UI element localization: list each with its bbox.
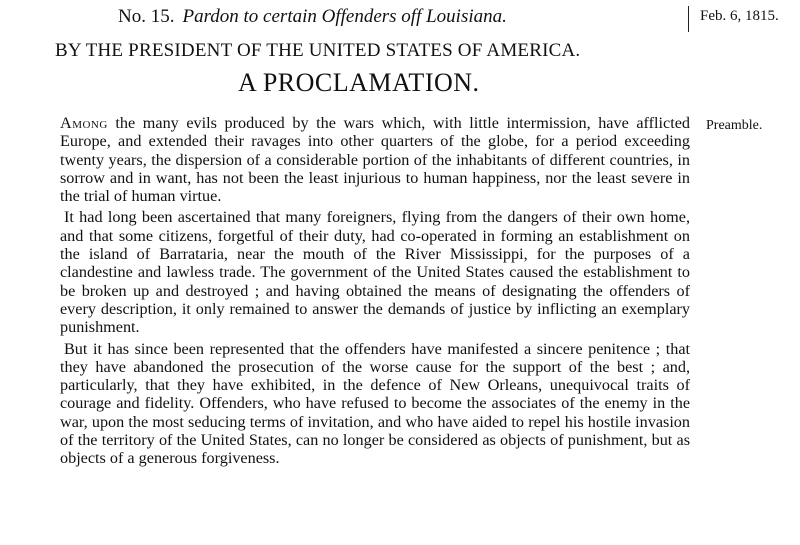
paragraph-3: But it has since been represented that the offenders have manifested a sincere penitence ; that they have abandoned the prosecution of the worse cause for the support of the best ; and, particularly, that they have exhibited, in the defence of New Orleans, unequivocal traits of courage and fidelity. Offenders, who have refused to become the associates of the enemy in the war, upon the most seducing terms of invitation, and who have aided to repel his hostile invasion of the territory of the United States, can no longer be considered as objects of punishment, but as objects of a generous forgiveness. [60, 339, 690, 468]
running-header [0, 6, 800, 30]
running-title [118, 6, 507, 28]
paragraph-2: It had long been ascertained that many foreigners, flying from the dangers of their own home, and that some citizens, forgetful of their duty, had co-operated in forming an establishment on the island of Barrataria, near the mouth of the River Mississippi, for the purposes of a clandestine and lawless trade. The government of the United States caused the establishment to be broken up and destroyed ; and having obtained the means of designating the offenders of every description, it only remained to answer the demands of justice by inflicting an exemplary punishment. [60, 208, 690, 337]
paragraph-1-lead-word: Among [60, 114, 108, 132]
paragraph-1 [60, 114, 690, 205]
by-line: BY THE PRESIDENT OF THE UNITED STATES OF AMERICA. [55, 40, 581, 61]
document-date: Feb. 6, 1815. [700, 8, 779, 24]
body-text [60, 114, 690, 468]
header-divider [688, 6, 689, 32]
margin-note-preamble: Preamble. [706, 118, 763, 133]
paragraph-1-text: the many evils produced by the wars which, with little intermission, have afflicted Europe, and extended their ravages into other quarters of the globe, for a period exceeding twenty years, the dispersion of a considerable portion of the inhabitants of different countries, in sorrow and in want, has not been the least injurious to human happiness, nor the least severe in the trial of human virtue. [60, 114, 691, 206]
proclamation-heading: A PROCLAMATION. [238, 68, 480, 97]
document-number: No. 15. [118, 6, 175, 27]
document-title: Pardon to certain Offenders off Louisiana. [182, 6, 507, 27]
